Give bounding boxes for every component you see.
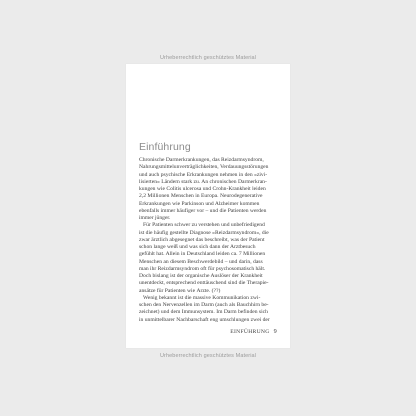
text-line: ansätze für Patienten wie Ärzte. (??) <box>139 287 221 294</box>
text-line: in unmittelbarer Nachbarschaft eng umschlungen zwei der <box>139 316 270 323</box>
text-line: man ihr Reizdarmsyndrom oft für psychosomatisch hält. <box>139 265 266 272</box>
text-line: ebenfalls immer häufiger vor – und die Patienten werden <box>139 207 267 214</box>
text-line: Für Patienten schwer zu verstehen und unbefriedigend <box>143 222 265 229</box>
text-line: unentdeckt, entsprechend enttäuschend sind die Therapie- <box>139 280 269 287</box>
text-line: gefühlt hat. Allein in Deutschland leiden ca. 7 Millionen <box>139 251 266 258</box>
text-line: Doch bislang ist der organische Auslöser der Krankheit <box>139 273 263 279</box>
text-line: kungen wie Colitis ulcerosa und Crohn-Krankheit leiden <box>139 186 266 192</box>
text-line: Chronische Darmerkrankungen, das Reizdarmsyndrom, <box>139 157 264 163</box>
text-line: Nahrungsmittelunverträglichkeiten, Verdauungsstörungen <box>139 164 269 171</box>
text-line: Wenig bekannt ist die massive Kommunikation zwi- <box>143 294 261 301</box>
page-number: 9 <box>273 328 277 335</box>
text-line: immer jünger. <box>139 215 171 221</box>
text-line: 2,2 Millionen Menschen in Europa. Neurodegenerative <box>139 193 263 200</box>
body-text <box>139 157 277 324</box>
text-line: ist die häufig gestellte Diagnose »Reizdarmsyndrom«, die <box>139 229 269 236</box>
book-page <box>126 64 290 348</box>
text-line: zwar ärztlich abgesegnet das beschreibt, was der Patient <box>139 236 265 243</box>
text-line: schen den Nervenzellen im Darm (auch als Bauchhirn be- <box>139 302 269 308</box>
copyright-notice-bottom: Urheberrechtlich geschütztes Material <box>159 353 257 359</box>
text-line: schon lange weiß und was sich dann der Arztbesuch <box>139 244 256 250</box>
text-line: Erkrankungen wie Parkinson und Alzheimer kommen <box>139 200 260 207</box>
text-line: lisierten« Ländern stark zu. An chronischen Darmerkran- <box>139 178 267 185</box>
chapter-heading: Einführung <box>139 141 191 153</box>
text-line: und auch psychische Erkrankungen nehmen in den »zivi- <box>139 171 268 178</box>
text-line: zeichnet) und dem Immunsystem. Im Darm befinden sich <box>139 309 268 316</box>
running-footer <box>230 328 277 335</box>
text-line: Menschen an diesem Beschwerdebild – und darin, dass <box>139 258 263 265</box>
copyright-notice-top: Urheberrechtlich geschütztes Material <box>159 55 257 61</box>
footer-chapter-label: EINFÜHRUNG <box>230 329 270 335</box>
